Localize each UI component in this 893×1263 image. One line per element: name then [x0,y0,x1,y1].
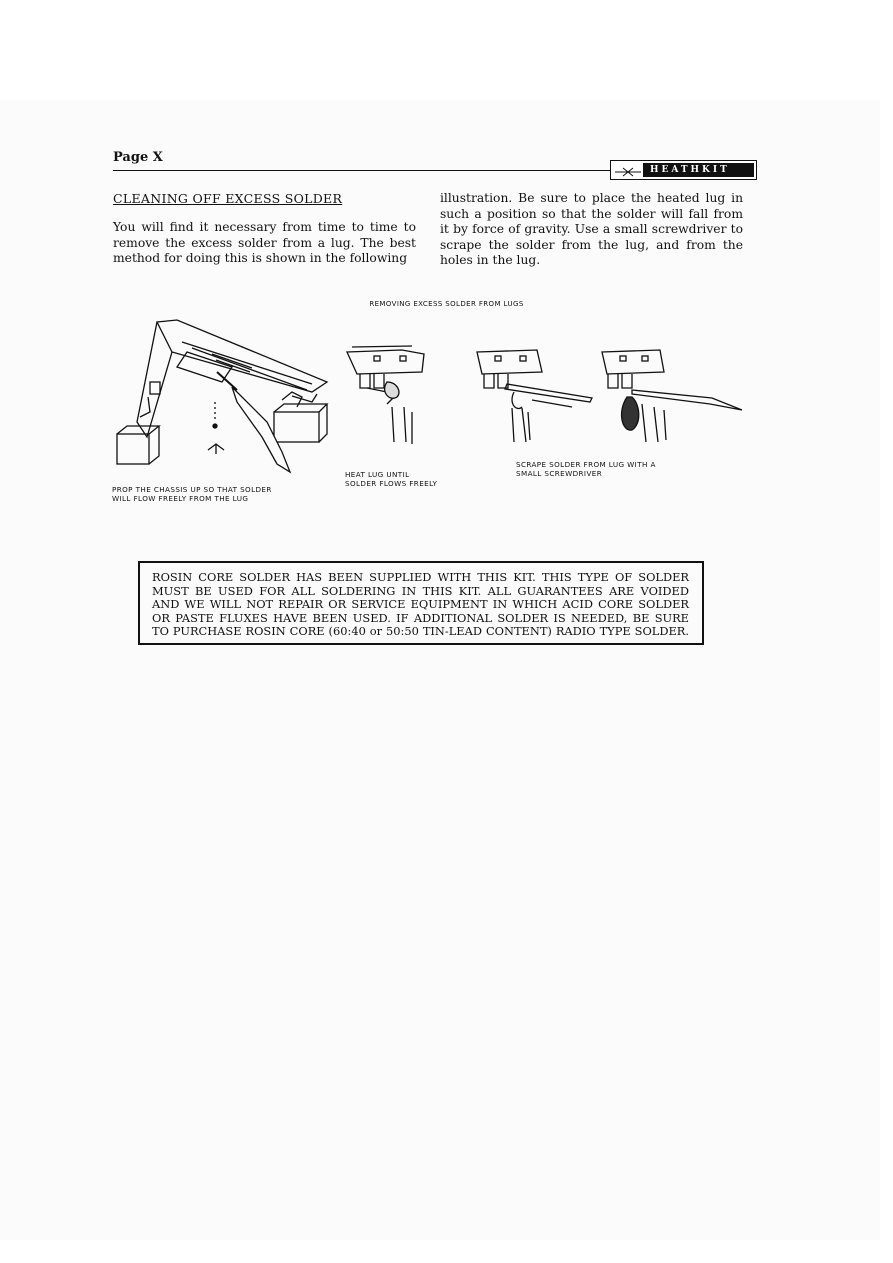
page-background [0,100,880,1240]
brand-name: HEATHKIT [650,165,730,175]
notice-line-2: MUST BE USED FOR ALL SOLDERING IN THIS KIT. ALL GUARANTEES ARE VOIDED [152,583,689,598]
body-text-column-2: illustration. Be sure to place the heated lug in such a position so that the solder will fall from it by force of gravity. Use a small screwdriver to scrape the solder from the lug, and from the holes in the lug. [440,191,743,267]
chassis-propped-drawing [117,320,327,472]
notice-line-3: AND WE WILL NOT REPAIR OR SERVICE EQUIPMENT IN WHICH ACID CORE SOLDER [152,597,689,612]
notice-line-1: ROSIN CORE SOLDER HAS BEEN SUPPLIED WITH THIS KIT. THIS TYPE OF SOLDER [152,570,689,584]
body-text-column-1: You will find it necessary from time to time to remove the excess solder from a lug. The best method for doing this is shown in the following [113,220,416,265]
rosin-core-notice-box [138,561,704,645]
caption-scrape-solder: SCRAPE SOLDER FROM LUG WITH A SMALL SCREWDRIVER [516,460,656,478]
scrape-lug-drawing-1 [477,350,592,442]
caption-heat-lug: HEAT LUG UNTIL SOLDER FLOWS FREELY [345,470,438,488]
page-number: Page X [113,150,163,165]
soldering-illustration [112,312,752,487]
brand-logo [610,160,757,180]
section-heading: CLEANING OFF EXCESS SOLDER [113,191,343,206]
figure-title: REMOVING EXCESS SOLDER FROM LUGS [369,300,524,308]
brand-emblem-icon [613,163,644,177]
caption-prop-chassis: PROP THE CHASSIS UP SO THAT SOLDER WILL FLOW FREELY FROM THE LUG [112,485,272,503]
header-rule [113,170,613,171]
scrape-lug-drawing-2 [602,350,742,442]
notice-line-4: OR PASTE FLUXES HAVE BEEN USED. IF ADDITIONAL SOLDER IS NEEDED, BE SURE [152,610,689,625]
notice-line-5: TO PURCHASE ROSIN CORE (60:40 or 50:50 TIN-LEAD CONTENT) RADIO TYPE SOLDER. [152,624,689,639]
heat-lug-drawing [347,346,424,444]
